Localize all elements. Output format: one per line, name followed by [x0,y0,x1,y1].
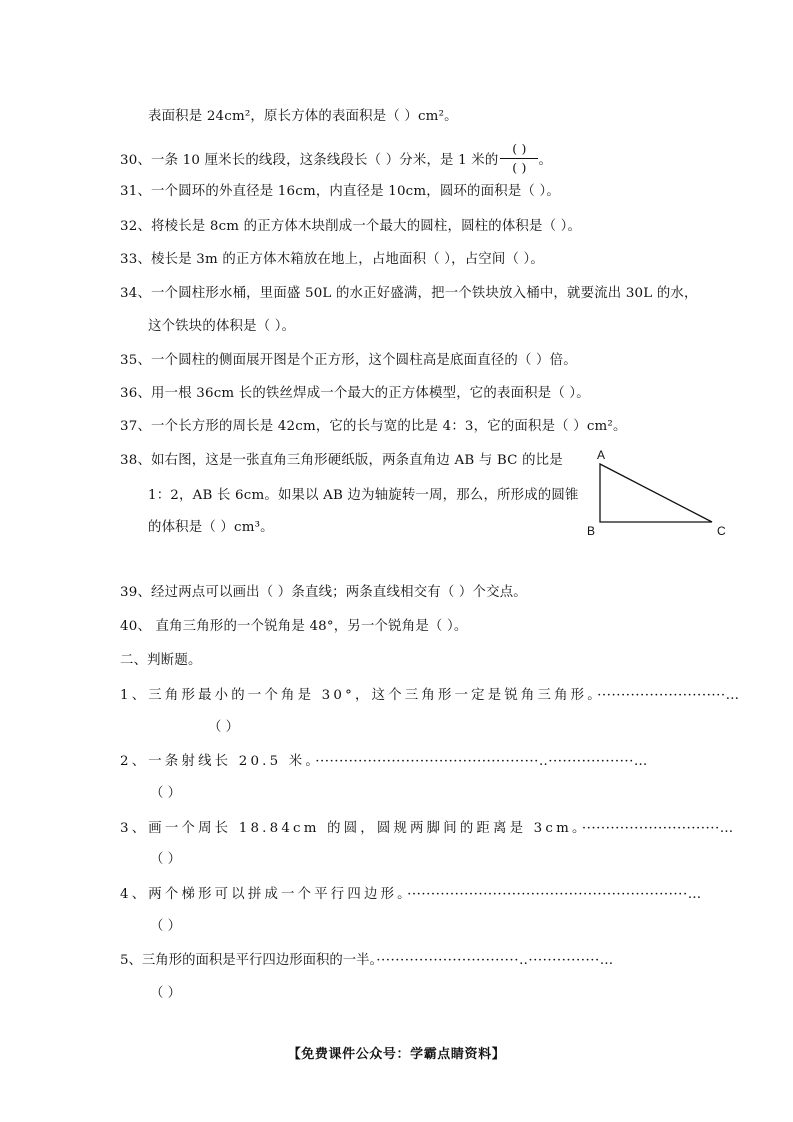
leader-dots: ···························… [597,688,740,703]
q34-line1: 34、一个圆柱形水桶，里面盛 50L 的水正好盛满，把一个铁块放入桶中，就要流出 30L 的水， [120,286,698,301]
judgement-text: 3、画一个周长 18.84cm 的圆，圆规两脚间的距离是 3cm。 [120,821,582,836]
judgement-2-answer: （ ） [150,786,182,801]
judgement-1-answer: （ ） [208,720,240,735]
judgement-4 [120,886,702,904]
q30-fraction [500,141,538,176]
judgement-3-answer: （ ） [150,852,182,867]
q35: 35、一个圆柱的侧面展开图是个正方形，这个圆柱高是底面直径的（ ）倍。 [120,353,577,368]
q36: 36、用一根 36cm 长的铁丝焊成一个最大的正方体模型，它的表面积是（ ）。 [120,386,590,401]
q34-line2: 这个铁块的体积是（ ）。 [148,319,296,334]
judgement-1 [120,687,740,705]
judgement-text: 2、一条射线长 20.5 米。 [120,754,316,769]
judgement-4-answer: （ ） [150,919,182,934]
q31: 31、一个圆环的外直径是 16cm，内直径是 10cm，圆环的面积是（ ）。 [120,184,560,199]
judgement-text: 5、三角形的面积是平行四边形面积的一半。 [120,953,377,968]
q37: 37、一个长方形的周长是 42cm，它的长与宽的比是 4：3，它的面积是（ ）cm²。 [120,419,627,434]
fraction-denominator: ( ) [512,160,527,175]
q29-continuation: 表面积是 24cm²，原长方体的表面积是（ ）cm²。 [148,109,458,124]
vertex-label-a: A [597,448,606,462]
triangle-diagram [580,448,730,548]
judgement-3 [120,820,734,838]
right-triangle-figure [580,448,730,548]
vertex-label-b: B [587,524,596,538]
q38-line1: 38、如右图，这是一张直角三角形硬纸版，两条直角边 AB 与 BC 的比是 [120,453,563,468]
leader-dots: ···························································… [407,887,702,902]
leader-dots: ···············································‥··················… [315,754,648,769]
q30-text: 30、一条 10 厘米长的线段，这条线段长（ ）分米，是 1 米的 [120,153,499,168]
leader-dots: ·····························… [581,821,734,836]
judgement-5 [120,952,614,970]
section-2-heading: 二、判断题。 [120,653,202,668]
judgement-text: 1、三角形最小的一个角是 30°，这个三角形一定是锐角三角形。 [120,688,598,703]
q38-line2: 1：2，AB 长 6cm。如果以 AB 边为轴旋转一周，那么，所形成的圆锥 [148,488,579,503]
footer-note: 【免费课件公众号：学霸点睛资料】 [287,1047,506,1062]
q30 [120,143,552,178]
q30-end: 。 [538,153,553,168]
q40: 40、 直角三角形的一个锐角是 48°，另一个锐角是（ ）。 [120,619,468,634]
triangle-abc [600,464,712,522]
vertex-label-c: C [717,524,726,538]
q33: 33、棱长是 3m 的正方体木箱放在地上，占地面积（ ），占空间（ ）。 [120,252,545,267]
q38-line3: 的体积是（ ）cm³。 [148,520,274,535]
judgement-2 [120,753,648,771]
q39: 39、经过两点可以画出（ ）条直线；两条直线相交有（ ）个交点。 [120,585,527,600]
q32: 32、将棱长是 8cm 的正方体木块削成一个最大的圆柱，圆柱的体积是（ ）。 [120,219,582,234]
leader-dots: ······························‥···············… [376,953,614,968]
fraction-numerator: ( ) [512,141,527,156]
judgement-text: 4、两个梯形可以拼成一个平行四边形。 [120,887,408,902]
judgement-5-answer: （ ） [150,986,182,1001]
fraction-bar [500,158,538,159]
